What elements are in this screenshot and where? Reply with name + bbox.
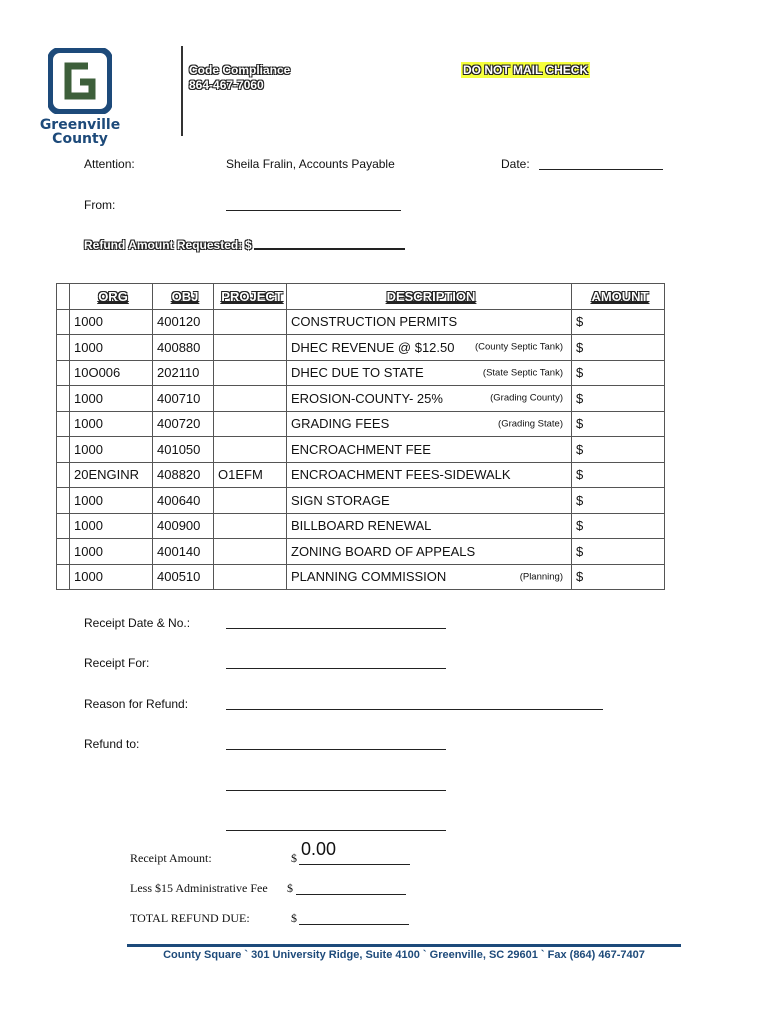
cell-description [287,564,572,590]
description-text: CONSTRUCTION PERMITS [291,314,458,330]
header-spacer [57,284,70,310]
table-row [57,564,665,590]
table-row [57,488,665,514]
cell-amount[interactable]: $ [572,513,665,539]
logo-text-line1: Greenville [39,117,121,133]
cell-description [287,462,572,488]
cell-amount[interactable]: $ [572,386,665,412]
description-text: GRADING FEES [291,416,390,432]
cell-project: O1EFM [214,462,287,488]
cell-amount[interactable]: $ [572,360,665,386]
cell-org: 1000 [70,564,153,590]
description-note: (State Septic Tank) [482,367,563,379]
total-refund-label: TOTAL REFUND DUE: [130,911,250,925]
fee-table-header [57,284,665,310]
dept-phone: 864-467-7060 [189,78,264,92]
cell-org: 1000 [70,386,153,412]
less-fee-prefix: $ [287,881,293,895]
table-row [57,335,665,361]
description-text: ZONING BOARD OF APPEALS [291,543,476,559]
cell-description [287,513,572,539]
row-spacer [57,411,70,437]
description-text: ENCROACHMENT FEES-SIDEWALK [291,467,511,483]
cell-amount[interactable]: $ [572,488,665,514]
description-text: PLANNING COMMISSION [291,569,447,585]
description-text: DHEC REVENUE @ $12.50 [291,339,455,355]
cell-amount[interactable]: $ [572,437,665,463]
cell-project [214,437,287,463]
header-description: DESCRIPTION [287,284,572,310]
cell-obj: 401050 [153,437,214,463]
cell-description [287,335,572,361]
fee-table [56,283,665,590]
do-not-mail-warning: DO NOT MAIL CHECK [463,63,589,77]
cell-obj: 400900 [153,513,214,539]
receipt-for-field[interactable] [226,656,446,669]
table-row [57,360,665,386]
receipt-amount-prefix: $ [291,851,297,865]
date-field[interactable] [539,157,663,170]
cell-obj: 400880 [153,335,214,361]
header-amount: AMOUNT [572,284,665,310]
footer-rule [127,944,681,947]
cell-project [214,564,287,590]
cell-org: 1000 [70,488,153,514]
row-spacer [57,309,70,335]
cell-description [287,488,572,514]
cell-description [287,539,572,565]
cell-amount[interactable]: $ [572,335,665,361]
cell-obj: 400710 [153,386,214,412]
receipt-date-label: Receipt Date & No.: [84,616,191,630]
cell-project [214,386,287,412]
row-spacer [57,564,70,590]
cell-obj: 408820 [153,462,214,488]
less-fee-field[interactable] [296,881,406,895]
table-row [57,462,665,488]
cell-org: 10O006 [70,360,153,386]
description-note: (Planning) [519,571,563,583]
header-divider [181,46,183,136]
table-row [57,513,665,539]
description-note: (Grading County) [490,392,563,404]
cell-obj: 400120 [153,309,214,335]
row-spacer [57,488,70,514]
cell-project [214,539,287,565]
refund-to-field-line2[interactable] [226,778,446,791]
header-obj: OBJ [153,284,214,310]
row-spacer [57,360,70,386]
description-note: (County Septic Tank) [474,341,563,353]
row-spacer [57,539,70,565]
row-spacer [57,386,70,412]
cell-org: 1000 [70,411,153,437]
refund-requested-label: Refund Amount Requested: [84,238,243,252]
less-fee-label: Less $15 Administrative Fee [130,881,268,895]
cell-obj: 400640 [153,488,214,514]
cell-org: 1000 [70,437,153,463]
table-row [57,386,665,412]
refund-to-field-line1[interactable] [226,737,446,750]
receipt-amount-label: Receipt Amount: [130,851,212,865]
receipt-amount-field[interactable] [299,839,410,865]
cell-obj: 400720 [153,411,214,437]
dept-name: Code Compliance [189,63,291,77]
cell-project [214,513,287,539]
cell-description [287,437,572,463]
cell-amount[interactable]: $ [572,411,665,437]
cell-obj: 202110 [153,360,214,386]
description-text: BILLBOARD RENEWAL [291,518,432,534]
cell-description [287,360,572,386]
refund-to-field-line3[interactable] [226,818,446,831]
description-text: EROSION-COUNTY- 25% [291,390,443,406]
description-text: DHEC DUE TO STATE [291,365,424,381]
row-spacer [57,437,70,463]
cell-amount[interactable]: $ [572,539,665,565]
cell-obj: 400140 [153,539,214,565]
cell-org: 1000 [70,513,153,539]
table-row [57,437,665,463]
reason-label: Reason for Refund: [84,697,189,711]
cell-project [214,411,287,437]
description-note: (Grading State) [498,418,563,430]
cell-description [287,386,572,412]
footer-address: County Square ` 301 University Ridge, Suite 4100 ` Greenville, SC 29601 ` Fax (864) 467-7407 [163,949,645,961]
cell-org: 1000 [70,335,153,361]
cell-project [214,360,287,386]
attention-value: Sheila Fralin, Accounts Payable [226,157,395,171]
cell-description [287,411,572,437]
table-row [57,539,665,565]
from-label: From: [84,198,116,212]
row-spacer [57,335,70,361]
header-project: PROJECT [214,284,287,310]
refund-to-label: Refund to: [84,737,140,751]
cell-org: 20ENGINR [70,462,153,488]
logo-text-line2: County [52,131,108,147]
date-label: Date: [501,157,530,171]
header-org: ORG [70,284,153,310]
cell-amount[interactable]: $ [572,462,665,488]
greenville-county-logo-icon [48,48,112,114]
cell-amount[interactable]: $ [572,564,665,590]
table-row [57,411,665,437]
attention-label: Attention: [84,157,135,171]
cell-project [214,309,287,335]
refund-requested-field[interactable] [254,248,405,250]
from-field[interactable] [226,198,401,211]
reason-field[interactable] [226,697,603,710]
logo-text [30,118,130,146]
cell-project [214,488,287,514]
description-text: ENCROACHMENT FEE [291,441,431,457]
table-row [57,309,665,335]
receipt-date-field[interactable] [226,616,446,629]
cell-amount[interactable]: $ [572,309,665,335]
cell-description [287,309,572,335]
total-refund-prefix: $ [291,911,297,925]
row-spacer [57,462,70,488]
cell-org: 1000 [70,309,153,335]
cell-project [214,335,287,361]
receipt-for-label: Receipt For: [84,656,150,670]
refund-requested-prefix: $ [245,238,252,252]
total-refund-field[interactable] [299,911,409,925]
row-spacer [57,513,70,539]
cell-obj: 400510 [153,564,214,590]
cell-org: 1000 [70,539,153,565]
receipt-amount-value: 0.00 [301,839,337,859]
description-text: SIGN STORAGE [291,492,390,508]
